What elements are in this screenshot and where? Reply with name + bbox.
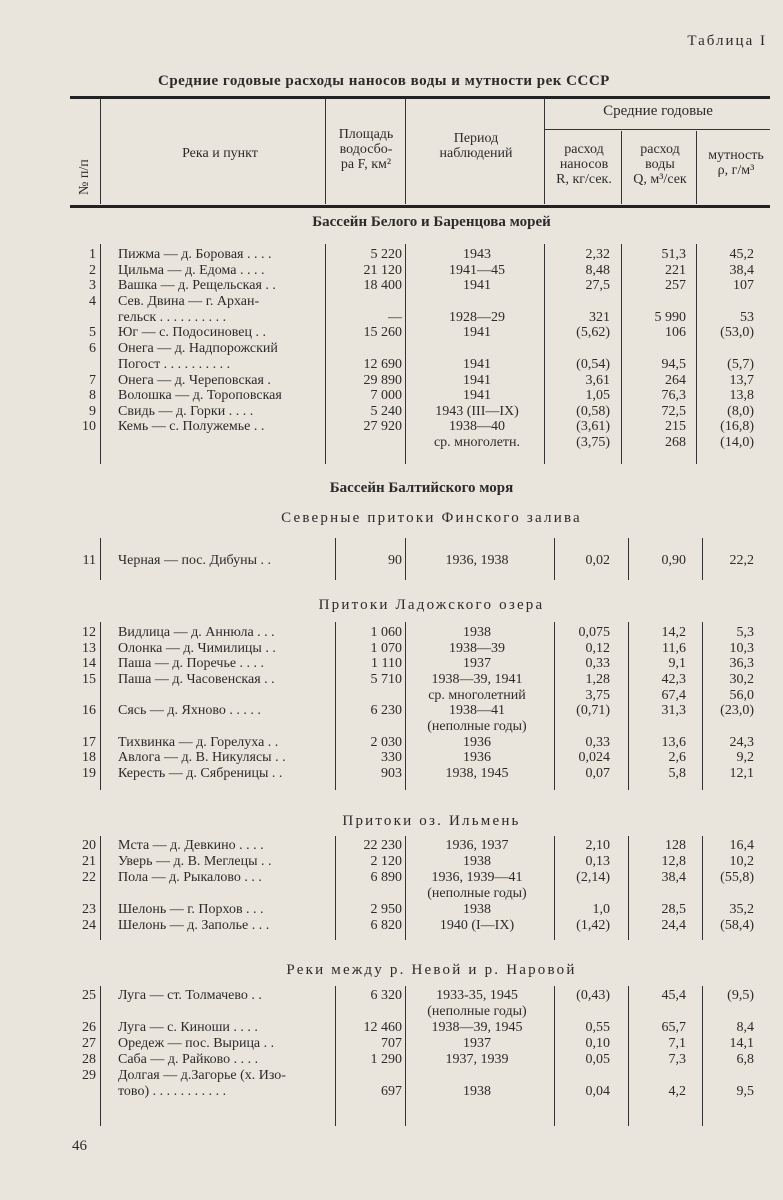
water-value: 24,4 — [661, 918, 686, 933]
table-row — [0, 735, 783, 751]
turbidity-value: 56,0 — [729, 688, 754, 703]
row-number: 26 — [82, 1020, 96, 1035]
river-point: Оредеж — пос. Вырица . . — [118, 1036, 275, 1051]
header-number: № п/п — [77, 159, 92, 195]
turbidity-value: (55,8) — [720, 870, 754, 885]
header-divider — [100, 98, 101, 204]
table-row — [0, 278, 783, 294]
turbidity-value: 9,5 — [736, 1084, 754, 1099]
period-value: 1938 — [463, 854, 491, 869]
area-value: — — [388, 310, 402, 325]
header-turbidity: мутность ρ, г/м³ — [708, 148, 764, 178]
area-value: 1 070 — [370, 641, 402, 656]
turbidity-value: (9,5) — [727, 988, 754, 1003]
table-row — [0, 373, 783, 389]
table-title: Средние годовые расходы наносов воды и мутности рек СССР — [158, 73, 610, 89]
water-value: 7,1 — [668, 1036, 686, 1051]
period-value: 1937 — [463, 656, 491, 671]
table-row — [0, 870, 783, 886]
turbidity-value: 10,3 — [729, 641, 754, 656]
river-point: Кересть — д. Сябреницы . . — [118, 766, 283, 781]
table-row — [0, 750, 783, 766]
row-number: 24 — [82, 918, 96, 933]
water-value: 221 — [665, 263, 686, 278]
water-value: 0,90 — [661, 553, 686, 568]
water-value: 12,8 — [661, 854, 686, 869]
area-value: 1 060 — [370, 625, 402, 640]
turbidity-value: 16,4 — [729, 838, 754, 853]
river-point: Пижма — д. Боровая . . . . — [118, 247, 272, 262]
period-value: 1936 — [463, 735, 491, 750]
area-value: 29 890 — [363, 373, 402, 388]
section-title: Притоки оз. Ильмень — [342, 813, 521, 829]
row-number: 15 — [82, 672, 96, 687]
period-value: 1928—29 — [449, 310, 505, 325]
row-number: 21 — [82, 854, 96, 869]
table-row — [0, 553, 783, 569]
table-row — [0, 641, 783, 657]
sediment-value: 3,61 — [585, 373, 610, 388]
row-number: 13 — [82, 641, 96, 656]
row-number: 10 — [82, 419, 96, 434]
table-label: Таблица I — [687, 33, 767, 49]
river-point: Саба — д. Райково . . . . — [118, 1052, 259, 1067]
turbidity-value: 10,2 — [729, 854, 754, 869]
row-number: 5 — [89, 325, 96, 340]
table-row — [0, 419, 783, 435]
turbidity-value: (53,0) — [720, 325, 754, 340]
section-title: Бассейн Балтийского моря — [329, 480, 514, 496]
period-value: (неполные годы) — [427, 1004, 527, 1019]
period-value: (неполные годы) — [427, 886, 527, 901]
river-point: Онега — д. Надпорожский — [118, 341, 278, 356]
water-value: 264 — [665, 373, 686, 388]
area-value: 2 030 — [370, 735, 402, 750]
river-point: Паша — д. Часовенская . . — [118, 672, 275, 687]
turbidity-value: 38,4 — [729, 263, 754, 278]
river-point: Погост . . . . . . . . . . — [118, 357, 231, 372]
period-value: 1941—45 — [449, 263, 505, 278]
river-point: Сев. Двина — г. Архан- — [118, 294, 260, 309]
period-value: 1936 — [463, 750, 491, 765]
river-point: Видлица — д. Аннюла . . . — [118, 625, 275, 640]
sediment-value: 0,024 — [578, 750, 610, 765]
sediment-value: 2,32 — [585, 247, 610, 262]
table-row — [0, 1068, 783, 1084]
area-value: 903 — [381, 766, 402, 781]
section-title: Реки между р. Невой и р. Наровой — [286, 962, 577, 978]
row-number: 29 — [82, 1068, 96, 1083]
table-row — [0, 918, 783, 934]
period-value: 1938—40 — [449, 419, 505, 434]
sediment-value: 0,13 — [585, 854, 610, 869]
area-value: 90 — [388, 553, 402, 568]
turbidity-value: (5,7) — [727, 357, 754, 372]
table-row — [0, 988, 783, 1004]
sediment-value: 0,05 — [585, 1052, 610, 1067]
turbidity-value: 36,3 — [729, 656, 754, 671]
period-value: 1938—41 — [449, 703, 505, 718]
table-row — [0, 1084, 783, 1100]
section-title: Бассейн Белого и Баренцова морей — [312, 214, 551, 230]
sediment-value: 0,02 — [585, 553, 610, 568]
area-value: 697 — [381, 1084, 402, 1099]
water-value: 28,5 — [661, 902, 686, 917]
water-value: 67,4 — [661, 688, 686, 703]
water-value: 72,5 — [661, 404, 686, 419]
period-value: 1941 — [463, 357, 491, 372]
table-row — [0, 247, 783, 263]
river-point: Волошка — д. Тороповская — [118, 388, 282, 403]
sediment-value: 1,05 — [585, 388, 610, 403]
water-value: 45,4 — [661, 988, 686, 1003]
sediment-value: 0,33 — [585, 656, 610, 671]
row-number: 18 — [82, 750, 96, 765]
river-point: Юг — с. Подосиновец . . — [118, 325, 266, 340]
table-row — [0, 703, 783, 719]
row-number: 12 — [82, 625, 96, 640]
turbidity-value: 9,2 — [736, 750, 754, 765]
sediment-value: (0,43) — [576, 988, 610, 1003]
sediment-value: (0,71) — [576, 703, 610, 718]
turbidity-value: 45,2 — [729, 247, 754, 262]
table-row — [0, 1020, 783, 1036]
table-row — [0, 719, 783, 735]
river-point: Вашка — д. Рещельская . . — [118, 278, 276, 293]
sediment-value: 321 — [589, 310, 610, 325]
sediment-value: 1,0 — [592, 902, 610, 917]
section-title: Северные притоки Финского залива — [281, 510, 582, 526]
river-point: Долгая — д.Загорье (х. Изо- — [118, 1068, 286, 1083]
period-value: 1941 — [463, 388, 491, 403]
sediment-value: 27,5 — [585, 278, 610, 293]
water-value: 4,2 — [668, 1084, 686, 1099]
row-number: 25 — [82, 988, 96, 1003]
table-row — [0, 625, 783, 641]
row-number: 4 — [89, 294, 96, 309]
row-number: 28 — [82, 1052, 96, 1067]
row-number: 7 — [89, 373, 96, 388]
period-value: 1938—39, 1941 — [431, 672, 523, 687]
period-value: ср. многолетний — [428, 688, 526, 703]
river-point: Цильма — д. Едома . . . . — [118, 263, 265, 278]
period-value: 1938 — [463, 902, 491, 917]
river-point: Луга — ст. Толмачево . . — [118, 988, 262, 1003]
row-number: 16 — [82, 703, 96, 718]
turbidity-value: 107 — [733, 278, 754, 293]
area-value: 7 000 — [370, 388, 402, 403]
river-point: Сясь — д. Яхново . . . . . — [118, 703, 261, 718]
area-value: 18 400 — [363, 278, 402, 293]
turbidity-value: 12,1 — [729, 766, 754, 781]
sediment-value: (3,75) — [576, 435, 610, 450]
area-value: 1 290 — [370, 1052, 402, 1067]
water-value: 65,7 — [661, 1020, 686, 1035]
row-number: 6 — [89, 341, 96, 356]
river-point: Авлога — д. В. Никулясы . . — [118, 750, 286, 765]
river-point: Шелонь — д. Заполье . . . — [118, 918, 270, 933]
area-value: 21 120 — [363, 263, 402, 278]
header-annual: Средние годовые — [603, 103, 713, 119]
area-value: 6 820 — [370, 918, 402, 933]
turbidity-value: 5,3 — [736, 625, 754, 640]
river-point: Кемь — с. Полужемье . . — [118, 419, 265, 434]
area-value: 2 950 — [370, 902, 402, 917]
period-value: 1937, 1939 — [445, 1052, 509, 1067]
turbidity-value: 14,1 — [729, 1036, 754, 1051]
table-row — [0, 838, 783, 854]
water-value: 9,1 — [668, 656, 686, 671]
water-value: 13,6 — [661, 735, 686, 750]
header-divider — [325, 98, 326, 204]
table-row — [0, 672, 783, 688]
turbidity-value: (8,0) — [727, 404, 754, 419]
table-row — [0, 902, 783, 918]
river-point: Олонка — д. Чимилицы . . — [118, 641, 276, 656]
area-value: 6 890 — [370, 870, 402, 885]
row-number: 11 — [82, 553, 96, 568]
sediment-value: (5,62) — [576, 325, 610, 340]
sediment-value: 2,10 — [585, 838, 610, 853]
sediment-value: 8,48 — [585, 263, 610, 278]
header-sub-rule — [545, 129, 770, 130]
sediment-value: (2,14) — [576, 870, 610, 885]
water-value: 128 — [665, 838, 686, 853]
turbidity-value: 35,2 — [729, 902, 754, 917]
sediment-value: (1,42) — [576, 918, 610, 933]
river-point: Онега — д. Череповская . — [118, 373, 271, 388]
period-value: 1938 — [463, 625, 491, 640]
table-row — [0, 388, 783, 404]
period-value: (неполные годы) — [427, 719, 527, 734]
period-value: 1943 (III—IX) — [435, 404, 519, 419]
area-value: 2 120 — [370, 854, 402, 869]
row-number: 17 — [82, 735, 96, 750]
table-row — [0, 656, 783, 672]
area-value: 12 690 — [363, 357, 402, 372]
row-number: 19 — [82, 766, 96, 781]
water-value: 7,3 — [668, 1052, 686, 1067]
area-value: 15 260 — [363, 325, 402, 340]
turbidity-value: 13,8 — [729, 388, 754, 403]
period-value: 1943 — [463, 247, 491, 262]
table-row — [0, 341, 783, 357]
period-value: 1938, 1945 — [445, 766, 509, 781]
area-value: 27 920 — [363, 419, 402, 434]
turbidity-value: (23,0) — [720, 703, 754, 718]
row-number: 8 — [89, 388, 96, 403]
turbidity-value: (16,8) — [720, 419, 754, 434]
page-number: 46 — [72, 1138, 87, 1154]
water-value: 38,4 — [661, 870, 686, 885]
water-value: 2,6 — [668, 750, 686, 765]
turbidity-value: 30,2 — [729, 672, 754, 687]
water-value: 5,8 — [668, 766, 686, 781]
river-point: Луга — с. Киноши . . . . — [118, 1020, 258, 1035]
header-divider — [544, 98, 545, 204]
header-period: Период наблюдений — [439, 131, 513, 161]
table-row — [0, 854, 783, 870]
period-value: 1936, 1938 — [445, 553, 509, 568]
area-value: 5 710 — [370, 672, 402, 687]
water-value: 215 — [665, 419, 686, 434]
area-value: 707 — [381, 1036, 402, 1051]
period-value: 1940 (I—IX) — [439, 918, 515, 933]
period-value: 1938—39, 1945 — [431, 1020, 523, 1035]
table-row — [0, 886, 783, 902]
row-number: 9 — [89, 404, 96, 419]
row-number: 1 — [89, 247, 96, 262]
table-row — [0, 357, 783, 373]
period-value: 1936, 1937 — [445, 838, 509, 853]
period-value: 1937 — [463, 1036, 491, 1051]
row-number: 14 — [82, 656, 96, 671]
sediment-value: 0,12 — [585, 641, 610, 656]
water-value: 268 — [665, 435, 686, 450]
area-value: 22 230 — [363, 838, 402, 853]
table-row — [0, 310, 783, 326]
area-value: 6 230 — [370, 703, 402, 718]
table-row — [0, 766, 783, 782]
header-area: Площадь водосбо- ра F, км² — [338, 127, 394, 172]
table-row — [0, 1004, 783, 1020]
river-point: Тихвинка — д. Горелуха . . — [118, 735, 279, 750]
turbidity-value: (14,0) — [720, 435, 754, 450]
river-point: Паша — д. Поречье . . . . — [118, 656, 265, 671]
river-point: Свидь — д. Горки . . . . — [118, 404, 254, 419]
sediment-value: 0,04 — [585, 1084, 610, 1099]
turbidity-value: 53 — [740, 310, 754, 325]
sediment-value: 0,075 — [578, 625, 610, 640]
table-row — [0, 1036, 783, 1052]
river-point: Черная — пос. Дибуны . . — [118, 553, 272, 568]
water-value: 31,3 — [661, 703, 686, 718]
turbidity-value: 24,3 — [729, 735, 754, 750]
river-point: гельск . . . . . . . . . . — [118, 310, 227, 325]
header-top-rule — [70, 96, 770, 99]
turbidity-value: 6,8 — [736, 1052, 754, 1067]
water-value: 94,5 — [661, 357, 686, 372]
section-title: Притоки Ладожского озера — [318, 597, 545, 613]
header-bottom-rule — [70, 205, 770, 208]
sediment-value: 0,55 — [585, 1020, 610, 1035]
water-value: 257 — [665, 278, 686, 293]
sediment-value: (0,58) — [576, 404, 610, 419]
sediment-value: 0,33 — [585, 735, 610, 750]
sediment-value: 1,28 — [585, 672, 610, 687]
table-row — [0, 325, 783, 341]
table-row — [0, 263, 783, 279]
river-point: Уверь — д. В. Меглецы . . — [118, 854, 272, 869]
header-river: Река и пункт — [182, 146, 258, 161]
water-value: 11,6 — [662, 641, 686, 656]
turbidity-value: 13,7 — [729, 373, 754, 388]
table-row — [0, 435, 783, 451]
header-water: расход воды Q, м³/сек — [633, 142, 687, 187]
sediment-value: (3,61) — [576, 419, 610, 434]
period-value: 1933-35, 1945 — [436, 988, 518, 1003]
turbidity-value: (58,4) — [720, 918, 754, 933]
table-row — [0, 404, 783, 420]
row-number: 20 — [82, 838, 96, 853]
period-value: 1938—39 — [449, 641, 505, 656]
period-value: 1941 — [463, 373, 491, 388]
water-value: 42,3 — [661, 672, 686, 687]
row-number: 3 — [89, 278, 96, 293]
area-value: 5 220 — [370, 247, 402, 262]
period-value: 1941 — [463, 278, 491, 293]
table-row — [0, 688, 783, 704]
area-value: 6 320 — [370, 988, 402, 1003]
turbidity-value: 8,4 — [736, 1020, 754, 1035]
period-value: ср. многолетн. — [433, 435, 521, 450]
sediment-value: (0,54) — [576, 357, 610, 372]
period-value: 1938 — [463, 1084, 491, 1099]
table-row — [0, 1052, 783, 1068]
area-value: 12 460 — [363, 1020, 402, 1035]
period-value: 1936, 1939—41 — [431, 870, 523, 885]
water-value: 14,2 — [661, 625, 686, 640]
river-point: Пола — д. Рыкалово . . . — [118, 870, 262, 885]
water-value: 106 — [665, 325, 686, 340]
table-row — [0, 294, 783, 310]
header-sediment: расход наносов R, кг/сек. — [556, 142, 612, 187]
river-point: тово) . . . . . . . . . . . — [118, 1084, 227, 1099]
river-point: Шелонь — г. Порхов . . . — [118, 902, 264, 917]
sediment-value: 3,75 — [585, 688, 610, 703]
row-number: 22 — [82, 870, 96, 885]
area-value: 5 240 — [370, 404, 402, 419]
row-number: 23 — [82, 902, 96, 917]
water-value: 51,3 — [661, 247, 686, 262]
sediment-value: 0,10 — [585, 1036, 610, 1051]
river-point: Мста — д. Девкино . . . . — [118, 838, 264, 853]
header-divider — [405, 98, 406, 204]
area-value: 1 110 — [371, 656, 402, 671]
period-value: 1941 — [463, 325, 491, 340]
row-number: 27 — [82, 1036, 96, 1051]
row-number: 2 — [89, 263, 96, 278]
area-value: 330 — [381, 750, 402, 765]
water-value: 76,3 — [661, 388, 686, 403]
water-value: 5 990 — [654, 310, 686, 325]
sediment-value: 0,07 — [585, 766, 610, 781]
turbidity-value: 22,2 — [729, 553, 754, 568]
